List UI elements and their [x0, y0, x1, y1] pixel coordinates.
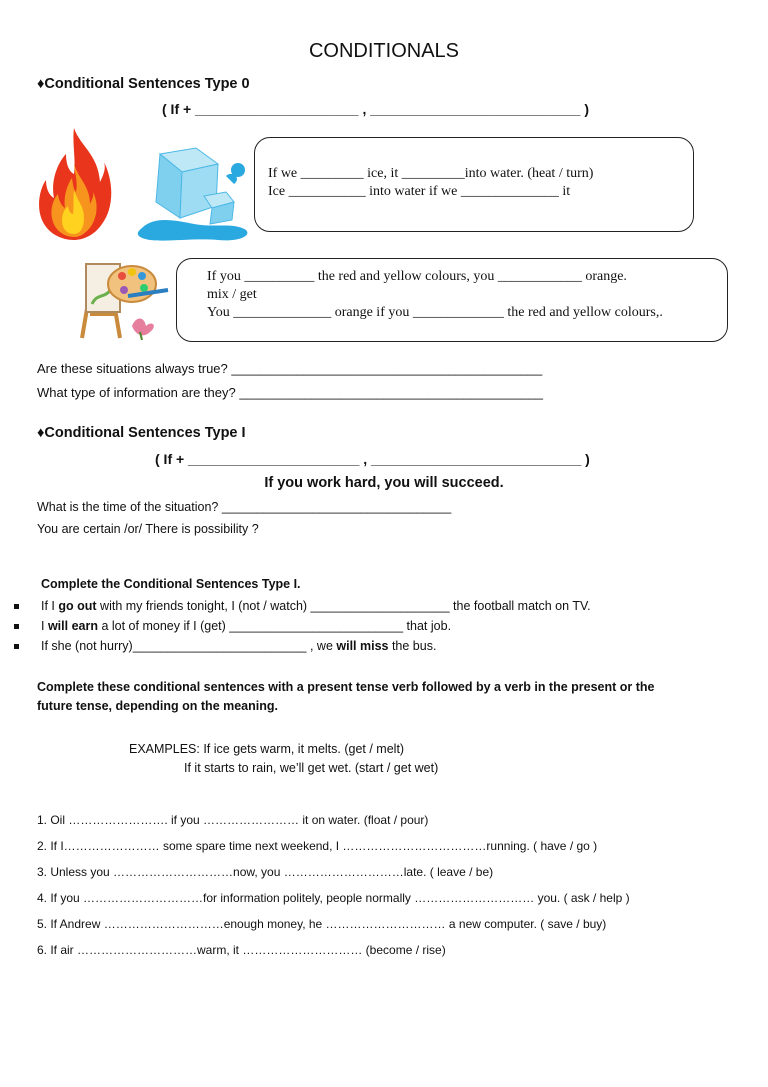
- example-line-1: EXAMPLES: If ice gets warm, it melts. (get / melt): [129, 742, 405, 756]
- exercise2-item: 5. If Andrew …………………………enough money, he ………………………… a new computer. ( save / buy): [37, 917, 607, 931]
- item-text: the bus.: [388, 639, 437, 653]
- exercise1-item: [41, 619, 451, 633]
- exercise2-item: 1. Oil ……………………. if you …………………… it on water. (float / pour): [37, 813, 429, 827]
- item-text: If she (not hurry)_________________________ , we: [41, 639, 337, 653]
- exercise1-heading: Complete the Conditional Sentences Type I.: [41, 577, 301, 591]
- type0-question-2: What type of information are they? __________________________________________: [37, 385, 543, 400]
- exercise2-item: 3. Unless you …………………………now, you …………………………late. ( leave / be): [37, 865, 494, 879]
- item-text: a lot of money if I (get) _________________________ that job.: [97, 619, 452, 633]
- exercise1-item: [41, 599, 591, 613]
- item-bold: will earn: [47, 619, 98, 633]
- exercise2-instruction-line-2: future tense, depending on the meaning.: [37, 699, 278, 713]
- box1-line-1: If we _________ ice, it _________into water. (heat / turn): [268, 166, 594, 181]
- fire-icon: [36, 124, 112, 242]
- type1-formula: ( If + ______________________ , ___________________________ ): [155, 451, 590, 467]
- page-title: CONDITIONALS: [308, 40, 460, 62]
- item-bold: go out: [58, 599, 97, 613]
- box2-line-3: You ______________ orange if you _____________ the red and yellow colours,.: [207, 305, 663, 320]
- box1-line-2: Ice ___________ into water if we ______________ it: [268, 184, 571, 199]
- example-line-2: If it starts to rain, we’ll get wet. (start / get wet): [184, 761, 439, 775]
- type1-question-2: You are certain /or/ There is possibility ?: [37, 522, 259, 536]
- type1-heading: ♦Conditional Sentences Type I: [37, 425, 246, 441]
- item-text: with my friends tonight, I (not / watch) ____________________ the football match on TV.: [96, 599, 591, 613]
- type1-example: If you work hard, you will succeed.: [264, 475, 504, 491]
- type0-question-1: Are these situations always true? ___________________________________________: [37, 361, 543, 376]
- type0-formula: ( If + _____________________ , ___________________________ ): [162, 101, 590, 117]
- type1-question-1: What is the time of the situation? _________________________________: [37, 500, 452, 514]
- item-text: If I: [41, 599, 59, 613]
- ice-icon: [134, 140, 256, 244]
- exercise2-item: 4. If you …………………………for information politely, people normally ………………………… you. ( ask / help ): [37, 891, 630, 905]
- item-bold: will miss: [336, 639, 389, 653]
- exercise2-item: 2. If I…………………… some spare time next weekend, I ………………………………running. ( have / go ): [37, 839, 598, 853]
- exercise2-instruction-line-1: Complete these conditional sentences with a present tense verb followed by a verb in the present or the: [37, 680, 655, 694]
- painting-easel-icon: [72, 256, 172, 340]
- item-text: I: [41, 619, 48, 633]
- type0-heading: ♦Conditional Sentences Type 0: [37, 76, 250, 92]
- exercise2-item: 6. If air …………………………warm, it ………………………… (become / rise): [37, 943, 446, 957]
- box2-line-1: If you __________ the red and yellow colours, you ____________ orange.: [207, 269, 627, 284]
- exercise1-item: [41, 639, 436, 653]
- box2-line-2: mix / get: [207, 287, 257, 302]
